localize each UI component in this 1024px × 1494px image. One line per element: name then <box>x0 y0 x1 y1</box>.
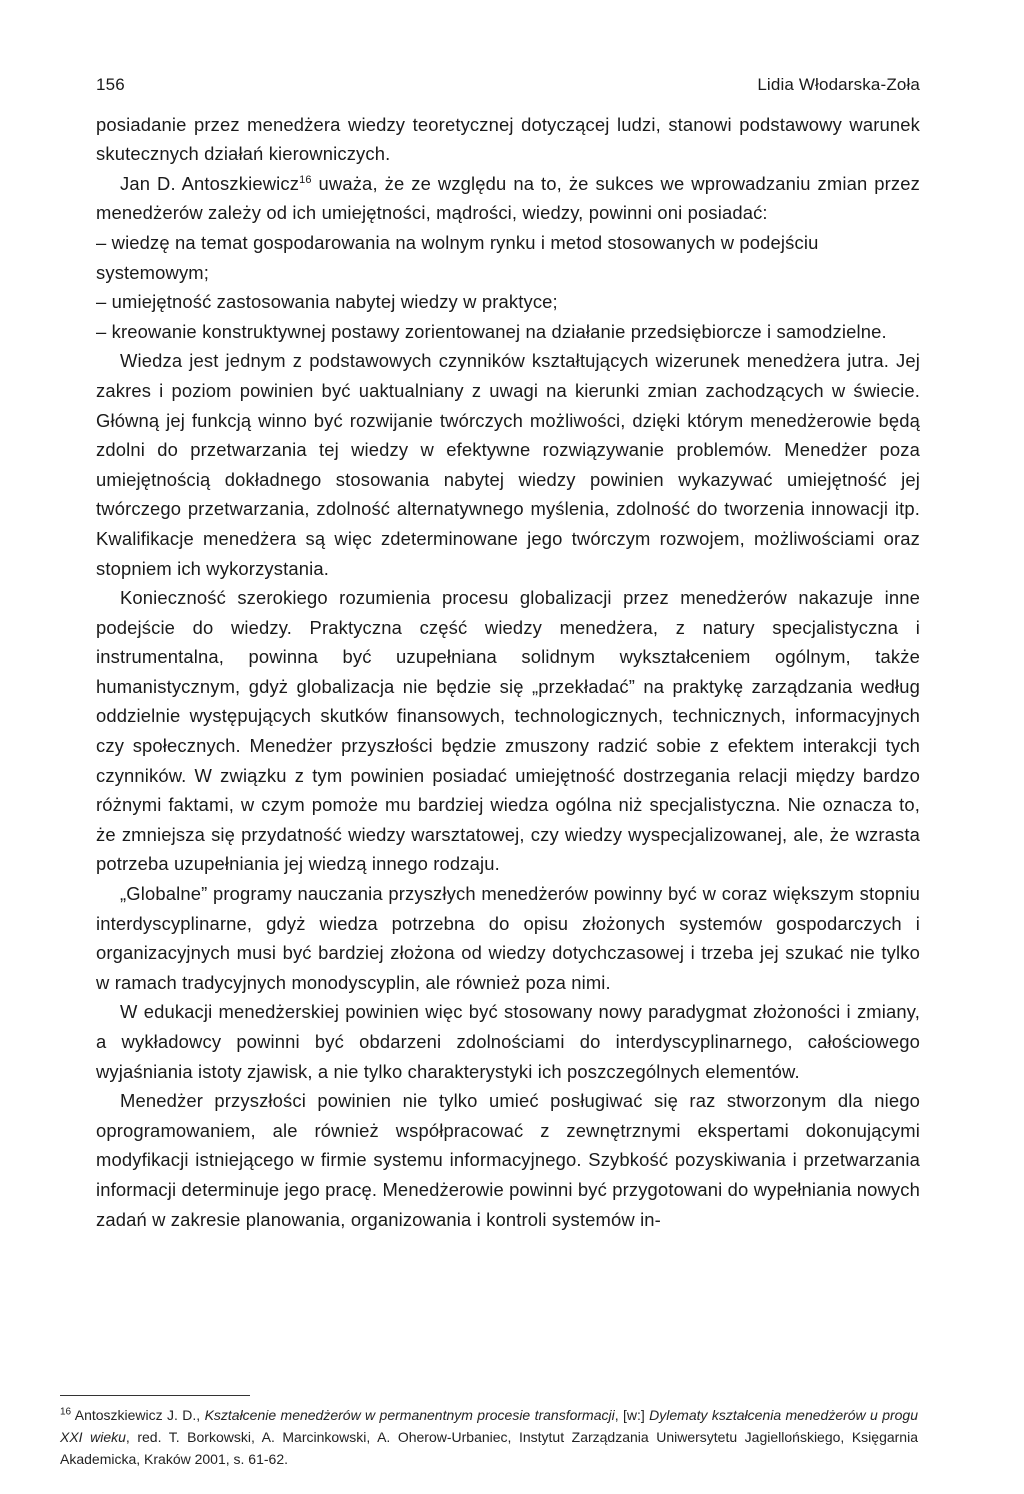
footnote-number: 16 <box>60 1406 72 1418</box>
paragraph-2-start: Jan D. Antoszkiewicz <box>120 172 300 194</box>
footnote-mid: , [w:] <box>614 1407 650 1423</box>
paragraph-2-rest: uważa, że ze względu na to, że sukces we wprowadzaniu zmian przez menedżerów zależy od ich umiejętności, mądrości, wiedzy, powinni oni posiadać: <box>96 172 920 224</box>
page-content <box>96 70 920 1234</box>
footnote-separator <box>60 1395 250 1396</box>
footnote-book: Dylematy kształcenia menedżerów u progu XXI wieku <box>60 1407 919 1445</box>
paragraph-2 <box>96 169 920 228</box>
running-author: Lidia Włodarska-Zoła <box>757 75 920 94</box>
footnote-author: Antoszkiewicz J. D., <box>71 1407 205 1423</box>
paragraph-4: Konieczność szerokiego rozumienia procesu globalizacji przez menedżerów nakazuje inne podejście do wiedzy. Praktyczna część wiedzy menedżera, z natury specjalistyczna i instrumentalna, powinna być uzupełniana solidnym wykształceniem ogólnym, także humanistycznym, gdyż globalizacja nie będzie się „przekładać” na praktykę zarządzania według oddzielnie występujących skutków finansowych, technologicznych, technicznych, informacyjnych czy społecznych. Menedżer przyszłości będzie zmuszony radzić sobie z efektem interakcji tych czynników. W związku z tym powinien posiadać umiejętność dostrzegania relacji między bardzo różnymi faktami, w czym pomoże mu bardziej wiedza ogólna niż specjalistyczna. Nie oznacza to, że zmniejsza się przydatność wiedzy warsztatowej, czy wiedzy wyspecjalizowanej, ale, że wzrasta potrzeba uzupełniania jej wiedzą innego rodzaju. <box>96 587 920 875</box>
paragraph-1: posiadanie przez menedżera wiedzy teoretycznej dotyczącej ludzi, stanowi podstawowy warunek skutecznych działań kierowniczych. <box>96 113 920 165</box>
bullet-1: – wiedzę na temat gospodarowania na wolnym rynku i metod stosowanych w podejściu <box>96 231 819 253</box>
paragraph-7: Menedżer przyszłości powinien nie tylko umieć posługiwać się raz stworzonym dla niego oprogramowaniem, ale również współpracować z zewnętrznymi ekspertami dokonującymi modyfikacji istniejącego w firmie systemu informacyjnego. Szybkość pozyskiwania i przetwarzania informacji determinuje jego pracę. Menedżerowie powinni być przygotowani do wypełniania nowych zadań w zakresie planowania, organizowania i kontroli systemów in- <box>96 1090 920 1230</box>
footnote-ref-16[interactable]: 16 <box>299 173 312 186</box>
paragraph-3: Wiedza jest jednym z podstawowych czynników kształtujących wizerunek menedżera jutra. Jej zakres i poziom powinien być uaktualniany z uwagi na kierunki zmian zachodzących w świecie. Główną jej funkcją winno być rozwijanie twórczych możliwości, dzięki którym menedżerowie będą zdolni do przetwarzania tej wiedzy w efektywne rozwiązywanie problemów. Menedżer poza umiejętnością dokładnego stosowania nabytej wiedzy powinien wykazywać umiejętność jej twórczego przetwarzania, zdolność alternatywnego myślenia, zdolność do tworzenia innowacji itp. Kwalifikacje menedżera są więc zdeterminowane jego twórczym rozwojem, możliwościami oraz stopniem ich wykorzystania. <box>96 350 920 579</box>
bullet-2: – umiejętność zastosowania nabytej wiedzy w praktyce; <box>96 291 558 313</box>
page-number: 156 <box>96 75 125 94</box>
bullet-3: – kreowanie konstruktywnej postawy zorientowanej na działanie przedsiębiorcze i samodzielne. <box>96 320 887 342</box>
bullet-1-continuation: systemowym; <box>96 261 210 283</box>
footnote-16 <box>60 1404 918 1470</box>
paragraph-6: W edukacji menedżerskiej powinien więc być stosowany nowy paradygmat złożoności i zmiany, a wykładowcy powinni być obdarzeni zdolnościami do interdyscyplinarnego, całościowego wyjaśniania istoty zjawisk, a nie tylko charakterystyki ich poszczególnych elementów. <box>96 1001 920 1082</box>
running-header <box>96 70 920 100</box>
footnote-rest: , red. T. Borkowski, A. Marcinkowski, A. Oherow-Urbaniec, Instytut Zarządzania Uniwersytetu Jagiellońskiego, Księgarnia Akademicka, Kraków 2001, s. 61-62. <box>60 1429 918 1467</box>
footnote-title: Kształcenie menedżerów w permanentnym procesie transformacji <box>204 1407 615 1423</box>
paragraph-5: „Globalne” programy nauczania przyszłych menedżerów powinny być w coraz większym stopniu interdyscyplinarne, gdyż wiedza potrzebna do opisu złożonych systemów gospodarczych i organizacyjnych musi być bardziej złożona od wiedzy dotychczasowej i trzeba jej szukać nie tylko w ramach tradycyjnych monodyscyplin, ale również poza nimi. <box>96 883 920 993</box>
